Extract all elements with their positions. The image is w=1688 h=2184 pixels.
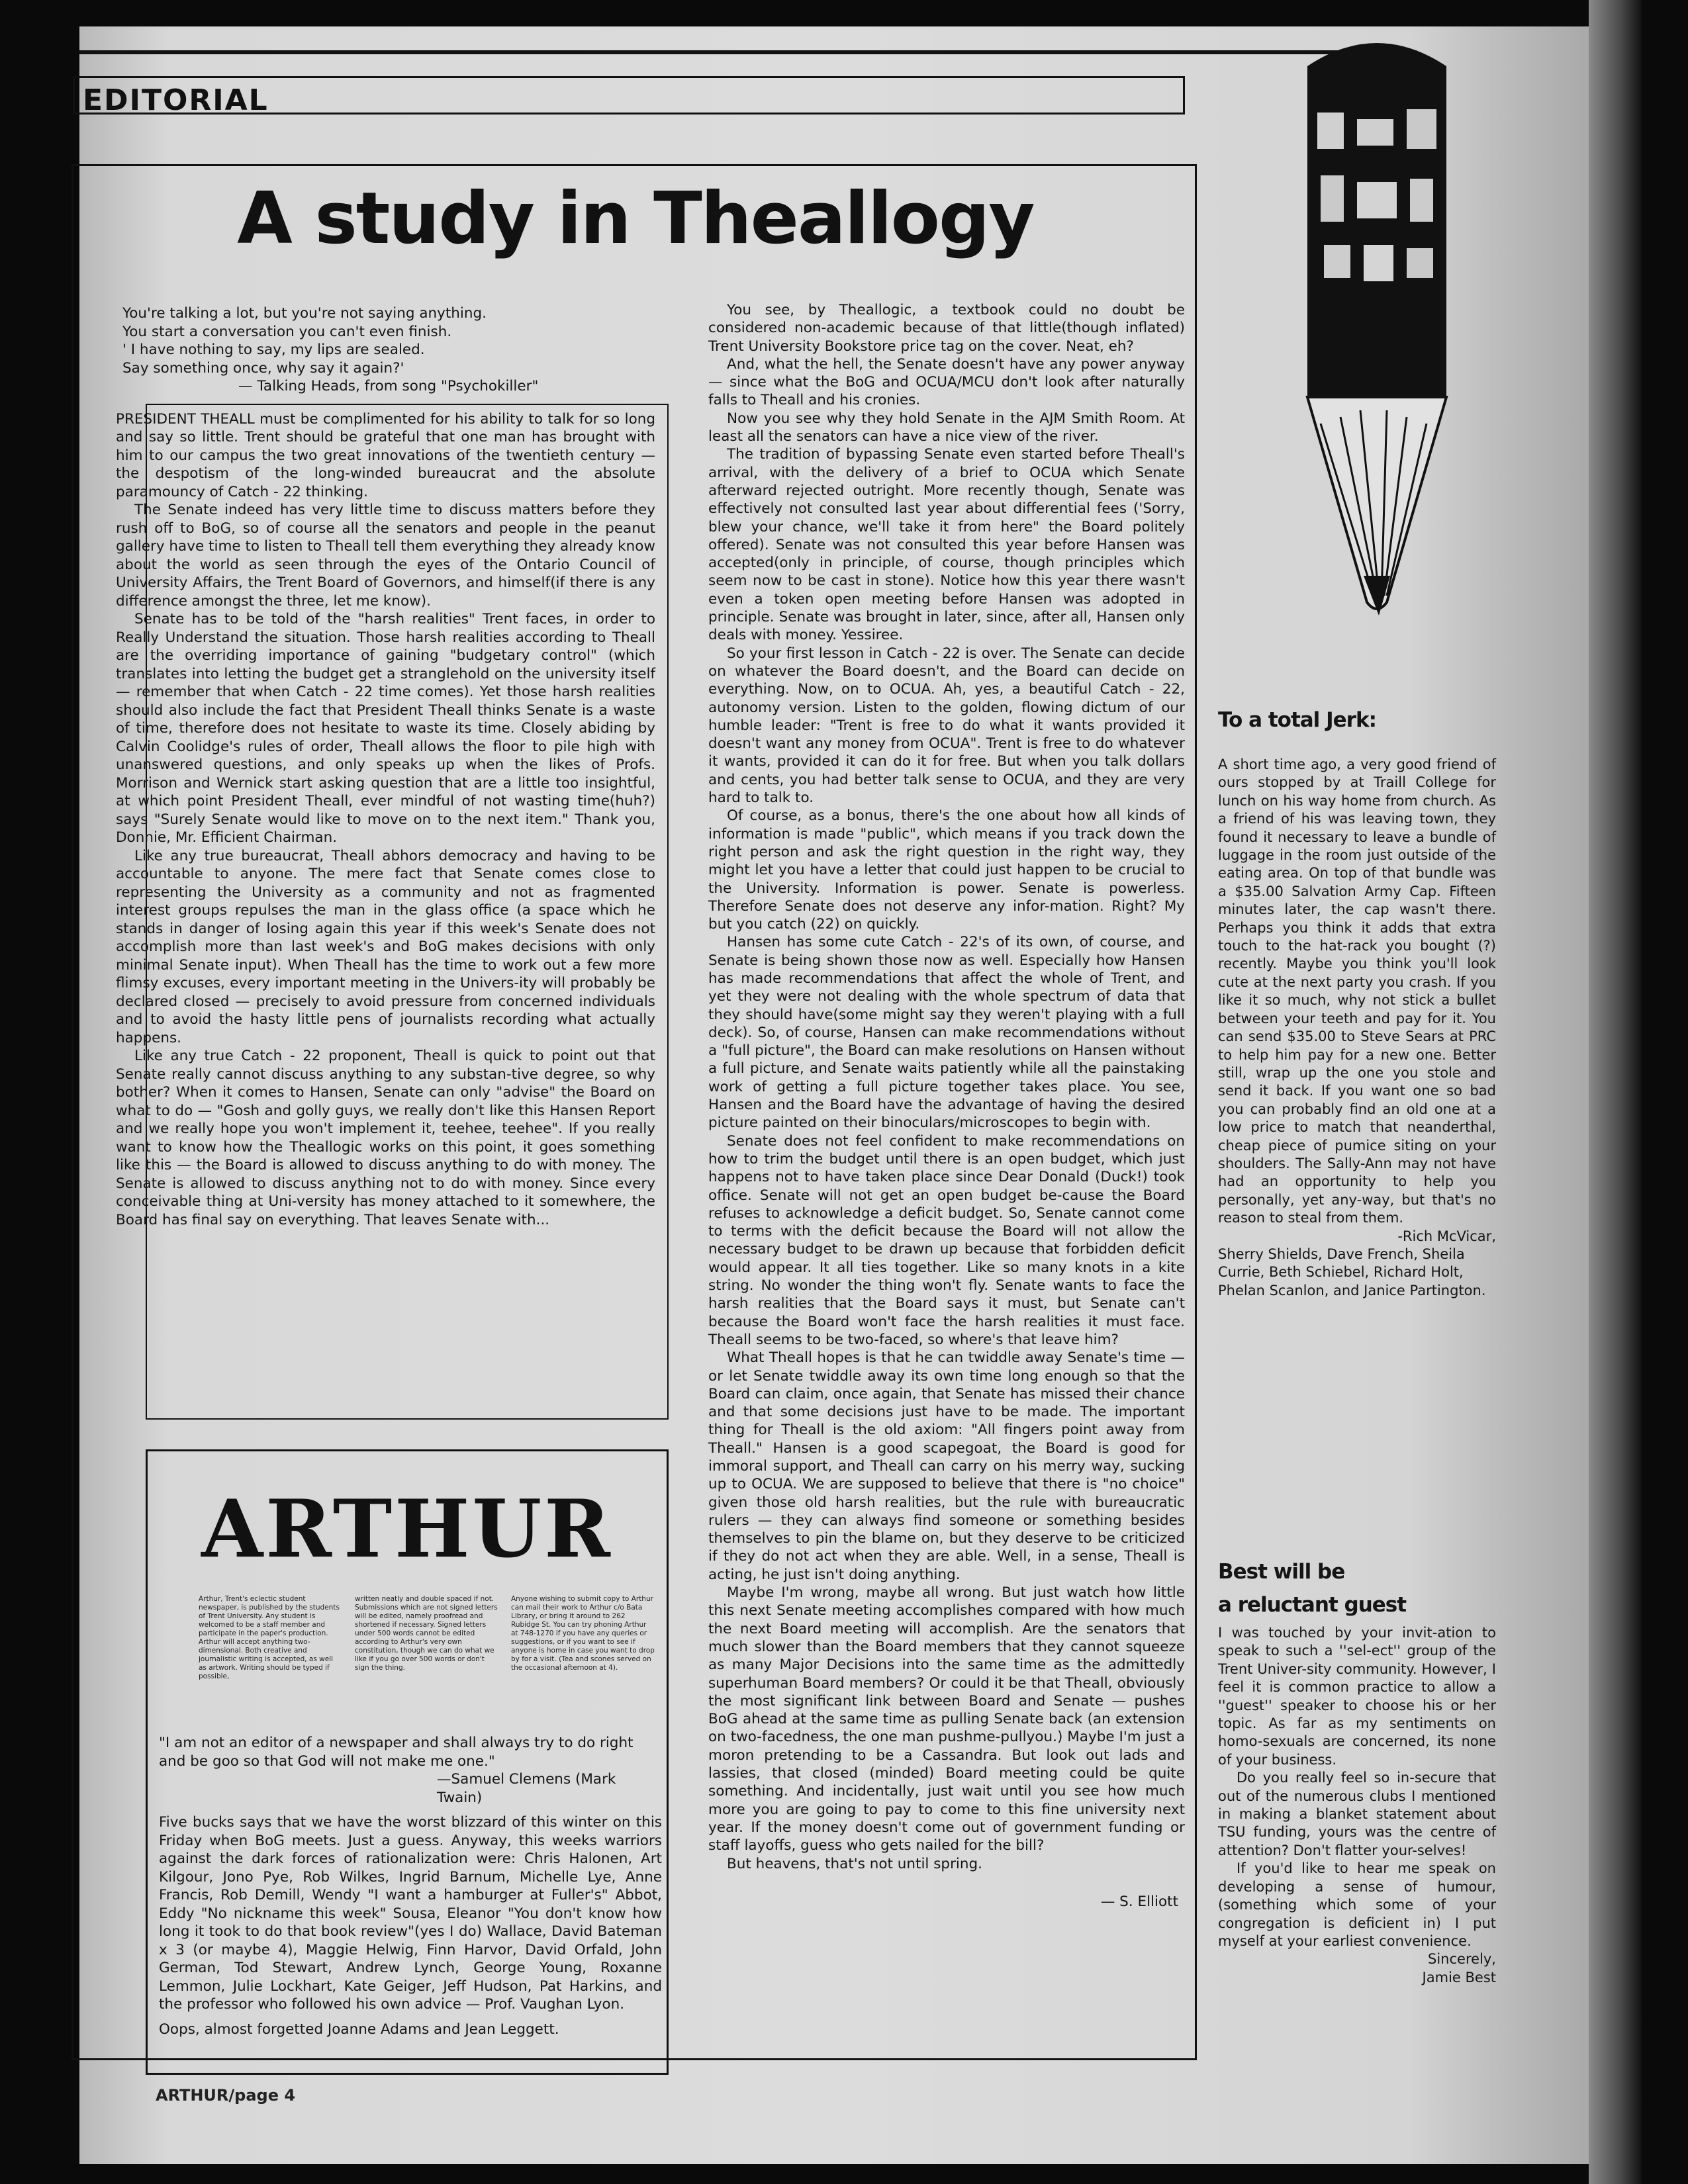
headline: A study in Theallogy — [237, 177, 1034, 260]
letter-heading-line: Best will be — [1218, 1560, 1345, 1584]
letter-cosigners: Sherry Shields, Dave French, Sheila Currie, Beth Schiebel, Richard Holt, Phelan Scanlon, and Janice Partington. — [1218, 1246, 1486, 1298]
letter-body: A short time ago, a very good friend of ours stopped by at Traill College for lunch on his way home from church. As a friend of his was leaving town, they found it necessary to leave a bundle of luggage in the room just outside of the eating area. On top of that bundle was a $35.00 Salvation Army Cap. Fifteen minutes later, the cap wasn't there. Perhaps you think it adds that extra touch to the hat-rack you bought (?) recently. Maybe you think you'll look cute at the next party you crash. If you like it so much, why not stick a bullet between your teeth and pay for it. You can send $35.00 to Steve Sears at PRC to help him pay for a new one. Better still, wrap up the one you stole and send it back. If you want one so bad you can probably find an old one at a low price to match that neanderthal, cheap piece of pumice siting on your shoulders. The Sally-Ann may not have had an opportunity to help you personally, yet any-way, but that's no reason to steal from them. — [1218, 756, 1496, 1226]
paragraph: Like any true Catch - 22 proponent, Theall is quick to point out that Senate really cannot discuss anything to any substan-tive degree, so why bother? When it comes to Hansen, Senate can only "advise" the Board on what to do — "Gosh and golly guys, we really don't like this Hansen Report and we really hope you won't implement it, teehee, teehee". If you really want to know how the Theallogic works on this point, it goes something like this — the Board is allowed to discuss anything to do with money. The Senate is allowed to discuss anything not to do with money. Since every conceivable thing at Uni-versity has money attached to it somewhere, the Board has final say on everything. That leaves Senate with... — [116, 1048, 655, 1228]
epigraph-credit: — Talking Heads, from song "Psychokiller" — [238, 378, 539, 394]
masthead-info — [199, 1595, 655, 1681]
top-rule — [79, 50, 1417, 54]
epigraph-line: ' I have nothing to say, my lips are sealed. — [122, 341, 425, 358]
epigraph-line: You start a conversation you can't even finish. — [122, 323, 452, 340]
paragraph: Senate does not feel confident to make recommendations on how to trim the budget until there is an open budget, which just happens not to have taken place since Dear Donald (Duck!) took office. Senate will not get an open budget be-cause the Board refuses to acknowledge a deficit budget. So, Senate cannot come to terms with the deficit because the Board will not allow the necessary budget to be drawn up because that forbidden deficit would appear. It all ties together. Like so many knots in a kite string. No wonder the thing won't fly. Senate wants to face the harsh realities that the Board says it must, but Senate can't because the Board won't face the harsh realities it must face. Theall seems to be two-faced, so where's that leave him? — [708, 1132, 1185, 1348]
paragraph: Like any true bureaucrat, Theall abhors democracy and having to be accountable to anyone. The mere fact that Senate comes close to representing the University as a community and not as fragmented interest groups repulses the man in the glass office (a space which he stands in danger of losing again this year if this week's Senate does not accomplish more than last week's and BoG makes decisions with only minimal Senate input). When Theall has the time to work out a few more flimsy excuses, every important meeting in the Univers-ity will probably be declared closed — precisely to avoid pressure from concerned individuals and to avoid the hasty little pens of journalists recording what actually happens. — [116, 847, 655, 1046]
pencil-illustration — [1294, 26, 1460, 622]
paragraph: The tradition of bypassing Senate even started before Theall's arrival, with the delivery of a brief to OCUA which Senate afterward rejected outright. More recently though, Senate was effectively not consulted last year about differential fees ('Sorry, blew your chance, we'll take it from here" the Board politely offered). Senate was not consulted this year before Hansen was accepted(only in principle, of course, though principles which seem now to be cast in stone). Notice how this year there wasn't even a token open meeting before Hansen was adopted in principle. Senate was brought in later, since, after all, Hansen only deals with money. Yessiree. — [708, 446, 1185, 644]
letter-heading: To a total Jerk: — [1218, 708, 1376, 732]
paragraph: The Senate indeed has very little time to discuss matters before they rush off to BoG, so of course all the senators and people in the peanut gallery have time to listen to Theall tell them everything they already know about the world as seen through the eyes of the Ontario Council of University Affairs, the Trent Board of Governors, and himself(if there is any difference amongst the three, let me know). — [116, 502, 655, 610]
editorial-left-column — [116, 304, 655, 1229]
letter-heading — [1218, 1555, 1496, 1621]
staff-postscript: Oops, almost forgetted Joanne Adams and Jean Leggett. — [159, 2021, 559, 2038]
letter-closing: Sincerely, — [1428, 1951, 1496, 1968]
letter-paragraph: I was touched by your invit-ation to speak to such a ''sel-ect'' group of the Trent Univer-sity community. However, I feel it is common practice to allow a ''guest'' speaker to choose his or her topic. As far as my sentiments on homo-sexuals are concerned, its none of your business. — [1218, 1625, 1496, 1768]
page-edge-shadow — [1589, 0, 1642, 2184]
letter-reluctant-guest — [1218, 1555, 1496, 1987]
editorial-middle-column — [708, 301, 1185, 1911]
paragraph: Senate has to be told of the "harsh realities" Trent faces, in order to Really Understand the situation. Those harsh realities according to Theall are the overriding importance of gaining "budgetary control" (which translates into letting the budget get a stranglehold on the university itself — remember that when Catch - 22 time comes). Yet those harsh realities should also include the fact that President Theall thinks Senate is a waste of time, therefore does not hesitate to waste its time. Closely abiding by Calvin Coolidge's rules of order, Theall allows the floor to pile high with unanswered questions, and only speaks up when the likes of Profs. Morrison and Wernick start asking question that are a little too insightful, at which point President Theall, ever mindful of not wasting time(huh?) says "Surely Senate would like to move on to the next item." Thank you, Donnie, Mr. Efficient Chairman. — [116, 611, 655, 846]
paragraph: Hansen has some cute Catch - 22's of its own, of course, and Senate is being shown those now as well. Especially how Hansen has made recommendations that affect the whole of Trent, and yet they were not dealing with the whole spectrum of data that they should have(some might say they weren't playing with a full deck). So, of course, Hansen can make recommendations without a "full picture", the Board can make resolutions on Hansen without a full picture, and Senate waits patiently while all the painstaking work of getting a full picture together takes place. You see, Hansen and the Board have the advantage of having the desired picture painted on their binoculars/microscopes to begin with. — [708, 934, 1185, 1132]
paragraph: Now you see why they hold Senate in the AJM Smith Room. At least all the senators can have a nice view of the river. — [708, 410, 1185, 445]
paragraph: What Theall hopes is that he can twiddle away Senate's time — or let Senate twiddle away its own time long enough so that the Board can claim, once again, that Senate has missed their chance and that some decisions just have to be made. The important thing for Theall is the old axiom: "All fingers point away from Theall." Hansen is a good scapegoat, the Board is good for immoral support, and Theall can carry on his merry way, sucking up to OCUA. We are supposed to believe that there is "no choice" given those old harsh realities, but the rule with bureaucratic rulers — they can always find someone or something besides themselves to pin the blame on, but they deserve to be criticized if they do not act when they are able. Well, in a sense, Theall is acting, he just isn't doing anything. — [708, 1349, 1185, 1583]
paragraph: But heavens, that's not until spring. — [727, 1855, 983, 1872]
letter-signature: -Rich McVicar, — [1397, 1228, 1496, 1244]
letter-signature: Jamie Best — [1422, 1969, 1496, 1985]
paragraph: You see, by Theallogic, a textbook could no doubt be considered non-academic because of that little(though inflated) Trent University Bookstore price tag on the cover. Neat, eh? — [708, 302, 1185, 355]
epigraph-line: Say something once, why say it again?' — [122, 359, 404, 377]
masthead-column: Anyone wishing to submit copy to Arthur can mail their work to Arthur c/o Bata Library, or bring it around to 262 Rubidge St. You can try phoning Arthur at 748-1270 if you have any queries or suggestions, or if you want to see if anyone is home in case you want to drop by for a visit. (Tea and scones served on the occasional afternoon at 4). — [511, 1595, 655, 1672]
author-signoff: — S. Elliott — [1100, 1893, 1178, 1910]
quote-credit: —Samuel Clemens (Mark Twain) — [437, 1771, 616, 1806]
arthur-logo: ARTHUR — [201, 1482, 613, 1576]
masthead-column: Arthur, Trent's eclectic student newspaper, is published by the students of Trent University. Any student is welcomed to be a staff member and participate in the paper's production. Arthur will accept anything two-dimensional. Both creative and journalistic writing is accepted, as well as artwork. Writing should be typed if possible, — [199, 1595, 340, 1680]
section-label: EDITORIAL — [73, 76, 1185, 114]
staff-list: Five bucks says that we have the worst blizzard of this winter on this Friday when BoG meets. Just a guess. Anyway, this weeks warriors against the dark forces of rationalization were: Chris Halonen, Art Kilgour, Jono Pye, Rob Wilkes, Ingrid Barnum, Michelle Lye, Anne Francis, Rob Demill, Wendy "I want a hamburger at Fuller's" Abbot, Eddy "No nickname this week" Sousa, Eleanor "You don't know how long it took to do that book review"(yes I do) Wallace, David Bateman x 3 (or maybe 4), Maggie Helwig, Finn Harvor, David Orfald, John German, Tod Stewart, Andrew Lynch, George Young, Roxanne Lemmon, Julie Lockhart, Kate Geiger, Jeff Hudson, Pat Harkins, and the professor who followed his own advice — Prof. Vaughan Lyon. — [159, 1814, 662, 2013]
epigraph-line: You're talking a lot, but you're not saying anything. — [122, 305, 487, 322]
letter-paragraph: Do you really feel so in-secure that out of the numerous clubs I mentioned in making a blanket statement about TSU funding, yours was the centre of attention? Don't flatter your-selves! — [1218, 1770, 1496, 1858]
paragraph: Maybe I'm wrong, maybe all wrong. But just watch how little this next Senate meeting accomplishes compared with how much the next Board meeting will accomplish. Are the senators that much slower than the Board members that they cannot squeeze as many Major Decisions into the same time as the admittedly superhuman Board members? Or could it be that Theall, obviously the most significant link between Board and Senate — pushes BoG ahead at the same time as pulling Senate back (an extension on two-facedness, the one man pushme-pullyou.) Maybe I'm just a moron pretending to be a Cassandra. But look out lads and lassies, that closed (minded) Board meeting could be quite something. And incidentally, just wait until you see how much more you are going to pay to come to this fine university next year. If the money doesn't come out of government funding or staff layoffs, guess who gets nailed for the bill? — [708, 1584, 1185, 1854]
paragraph: So your first lesson in Catch - 22 is over. The Senate can decide on whatever the Board doesn't, and the Board can decide on everything. Now, on to OCUA. Ah, yes, a beautiful Catch - 22, autonomy version. Listen to the golden, flowing dictum of our humble leader: "Trent is free to do what it wants provided it doesn't want any money from OCUA". Trent is free to do whatever it wants, provided it can do it for free. But when you talk dollars and cents, you had better talk sense to OCUA, and they are very hard to talk to. — [708, 645, 1185, 807]
letter-total-jerk — [1218, 708, 1496, 1300]
staff-notes — [159, 1734, 662, 2045]
page-footer: ARTHUR/page 4 — [156, 2086, 296, 2105]
letter-heading-line: a reluctant guest — [1218, 1593, 1407, 1617]
epigraph — [116, 304, 655, 396]
masthead-column: written neatly and double spaced if not. Submissions which are not signed letters will be edited, namely proofread and shortened if necessary. Signed letters under 500 words cannot be edited according to Arthur's very own constitution, though we can do what we like if you go over 500 words or don't sign the thing. — [355, 1595, 498, 1672]
letter-paragraph: If you'd like to hear me speak on developing a sense of humour, (something which some of your congregation is deficient in) I put myself at your earliest convenience. — [1218, 1860, 1496, 1949]
paragraph: Of course, as a bonus, there's the one about how all kinds of information is made "public", which means if you track down the right person and ask the right question in the right way, they might let you have a letter that could just happen to be crucial to the University. Information is power. Senate is powerless. Therefore Senate does not deserve any infor-mation. Right? My but you catch (22) on quickly. — [708, 807, 1185, 933]
masthead-quote: "I am not an editor of a newspaper and shall always try to do right and be goo so that God will not make me one." — [159, 1735, 633, 1770]
paragraph: And, what the hell, the Senate doesn't have any power anyway — since what the BoG and OCUA/MCU don't look after naturally falls to Theall and his cronies. — [708, 355, 1185, 409]
paragraph: PRESIDENT THEALL must be complimented for his ability to talk for so long and say so little. Trent should be grateful that one man has brought with him to our campus the two great innovations of the twentieth century — the despotism of the long-winded bureaucrat and the absolute paramouncy of Catch - 22 thinking. — [116, 410, 655, 500]
